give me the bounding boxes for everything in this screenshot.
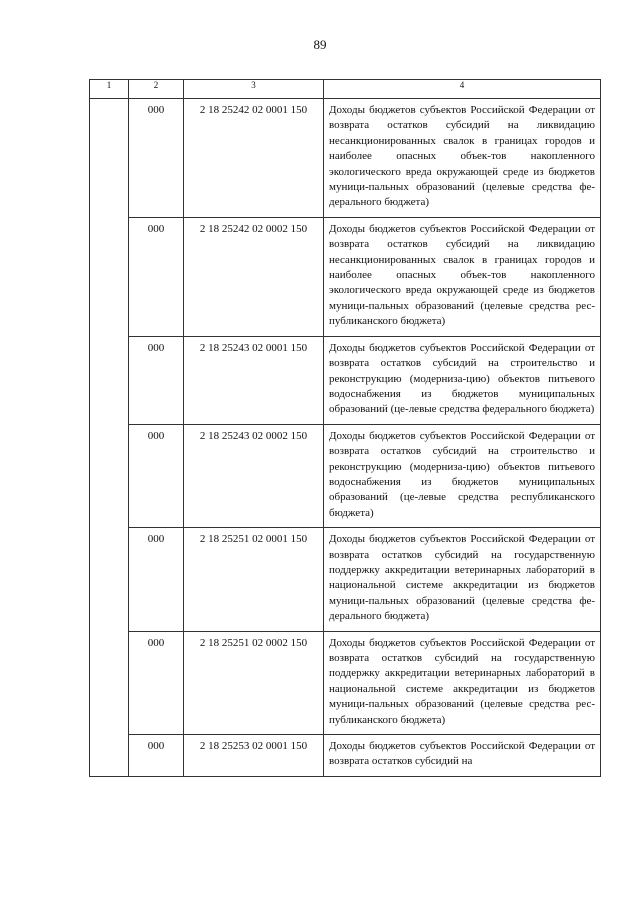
table-row bbox=[90, 336, 601, 424]
table-row bbox=[90, 735, 601, 777]
budget-classification-code-cell: 2 18 25242 02 0002 150 bbox=[184, 217, 324, 336]
budget-classification-code-cell: 2 18 25251 02 0001 150 bbox=[184, 528, 324, 631]
column-header-4: 4 bbox=[324, 80, 601, 99]
budget-classification-code-cell: 2 18 25251 02 0002 150 bbox=[184, 631, 324, 734]
description-cell: Доходы бюджетов субъектов Российской Федерации от возврата остатков субсидий на строительство и реконструкцию (модерниза-цию) объектов питьевого водоснабжения из бюджетов муниципальных образований (це-левые средства республиканского бюджета) bbox=[324, 424, 601, 527]
admin-code-cell: 000 bbox=[129, 528, 184, 631]
column-header-1: 1 bbox=[90, 80, 129, 99]
table-row bbox=[90, 424, 601, 527]
column-header-3: 3 bbox=[184, 80, 324, 99]
description-cell: Доходы бюджетов субъектов Российской Федерации от возврата остатков субсидий на ликвидацию несанкционированных свалок в границах городов и наиболее опасных объек-тов накопленного экологического вреда окружающей среде из бюджетов муници-пальных образований (целевые средства фе-дерального бюджета) bbox=[324, 99, 601, 218]
page-number: 89 bbox=[313, 37, 327, 52]
table-row bbox=[90, 99, 601, 218]
table-header-row bbox=[90, 80, 601, 99]
admin-code-cell: 000 bbox=[129, 735, 184, 777]
admin-code-cell: 000 bbox=[129, 631, 184, 734]
admin-code-cell: 000 bbox=[129, 424, 184, 527]
description-cell: Доходы бюджетов субъектов Российской Федерации от возврата остатков субсидий на государственную поддержку аккредитации ветеринарных лабораторий в национальной системе аккредитации из бюджетов муници-пальных образований (целевые средства рес-публиканского бюджета) bbox=[324, 631, 601, 734]
budget-classification-code-cell: 2 18 25253 02 0001 150 bbox=[184, 735, 324, 777]
admin-code-cell: 000 bbox=[129, 99, 184, 218]
description-cell: Доходы бюджетов субъектов Российской Федерации от возврата остатков субсидий на строительство и реконструкцию (модерниза-цию) объектов питьевого водоснабжения из бюджетов муниципальных образований (це-левые средства федерального бюджета) bbox=[324, 336, 601, 424]
table-row bbox=[90, 631, 601, 734]
description-cell: Доходы бюджетов субъектов Российской Федерации от возврата остатков субсидий на bbox=[324, 735, 601, 777]
merged-first-column-cell bbox=[90, 99, 129, 777]
budget-classification-code-cell: 2 18 25242 02 0001 150 bbox=[184, 99, 324, 218]
description-cell: Доходы бюджетов субъектов Российской Федерации от возврата остатков субсидий на государственную поддержку аккредитации ветеринарных лабораторий в национальной системе аккредитации из бюджетов муници-пальных образований (целевые средства фе-дерального бюджета) bbox=[324, 528, 601, 631]
budget-codes-table bbox=[89, 79, 601, 777]
column-header-2: 2 bbox=[129, 80, 184, 99]
admin-code-cell: 000 bbox=[129, 217, 184, 336]
admin-code-cell: 000 bbox=[129, 336, 184, 424]
budget-classification-code-cell: 2 18 25243 02 0002 150 bbox=[184, 424, 324, 527]
table-row bbox=[90, 528, 601, 631]
description-cell: Доходы бюджетов субъектов Российской Федерации от возврата остатков субсидий на ликвидацию несанкционированных свалок в границах городов и наиболее опасных объек-тов накопленного экологического вреда окружающей среде из бюджетов муници-пальных образований (целевые средства рес-публиканского бюджета) bbox=[324, 217, 601, 336]
budget-classification-code-cell: 2 18 25243 02 0001 150 bbox=[184, 336, 324, 424]
table-row bbox=[90, 217, 601, 336]
